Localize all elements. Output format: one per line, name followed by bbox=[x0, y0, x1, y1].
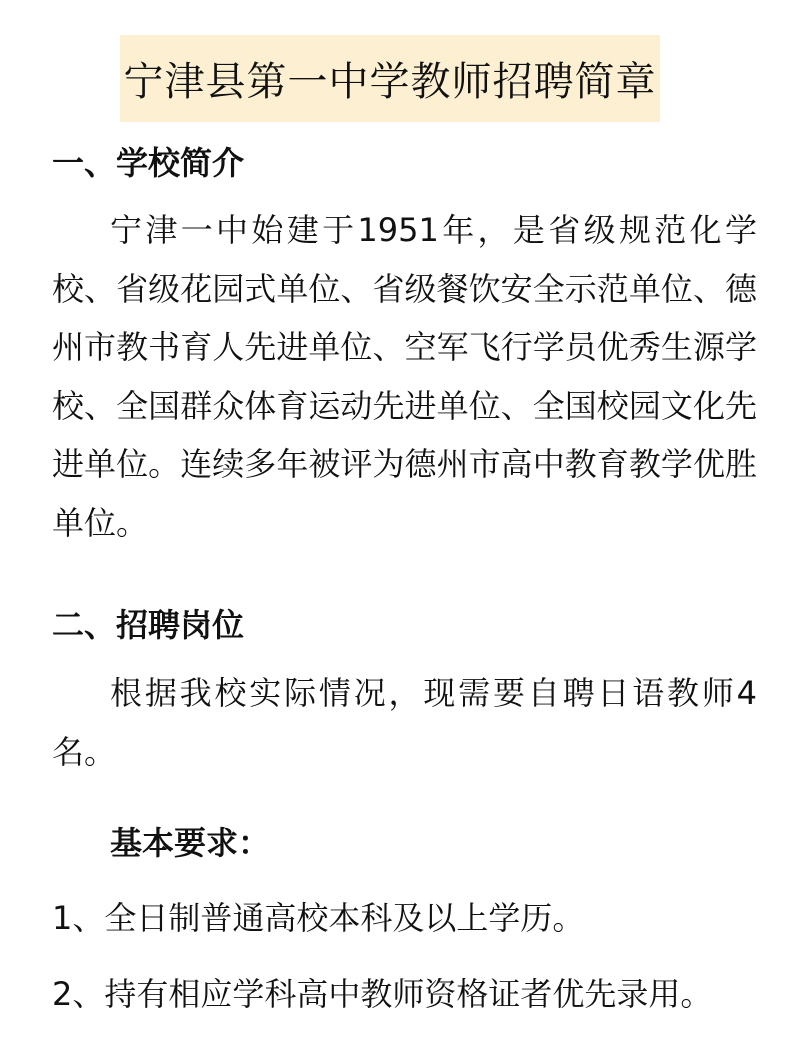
section-heading-school-intro: 一、学校简介 bbox=[52, 144, 245, 182]
requirements-heading: 基本要求： bbox=[110, 824, 271, 862]
requirement-item-1: 1、全日制普通高校本科及以上学历。 bbox=[52, 899, 585, 937]
positions-paragraph: 根据我校实际情况，现需要自聘日语教师4名。 bbox=[52, 674, 757, 771]
requirement-item-2: 2、持有相应学科高中教师资格证者优先录用。 bbox=[52, 975, 713, 1013]
title-banner bbox=[120, 35, 660, 122]
school-intro-paragraph: 宁津一中始建于1951年，是省级规范化学校、省级花园式单位、省级餐饮安全示范单位、德州市教书育人先进单位、空军飞行学员优秀生源学校、全国群众体育运动先进单位、全国校园文化先进单位。连续多年被评为德州市高中教育教学优胜单位。 bbox=[52, 211, 757, 542]
section-heading-positions: 二、招聘岗位 bbox=[52, 606, 245, 644]
page-title: 宁津县第一中学教师招聘简章 bbox=[123, 59, 657, 105]
